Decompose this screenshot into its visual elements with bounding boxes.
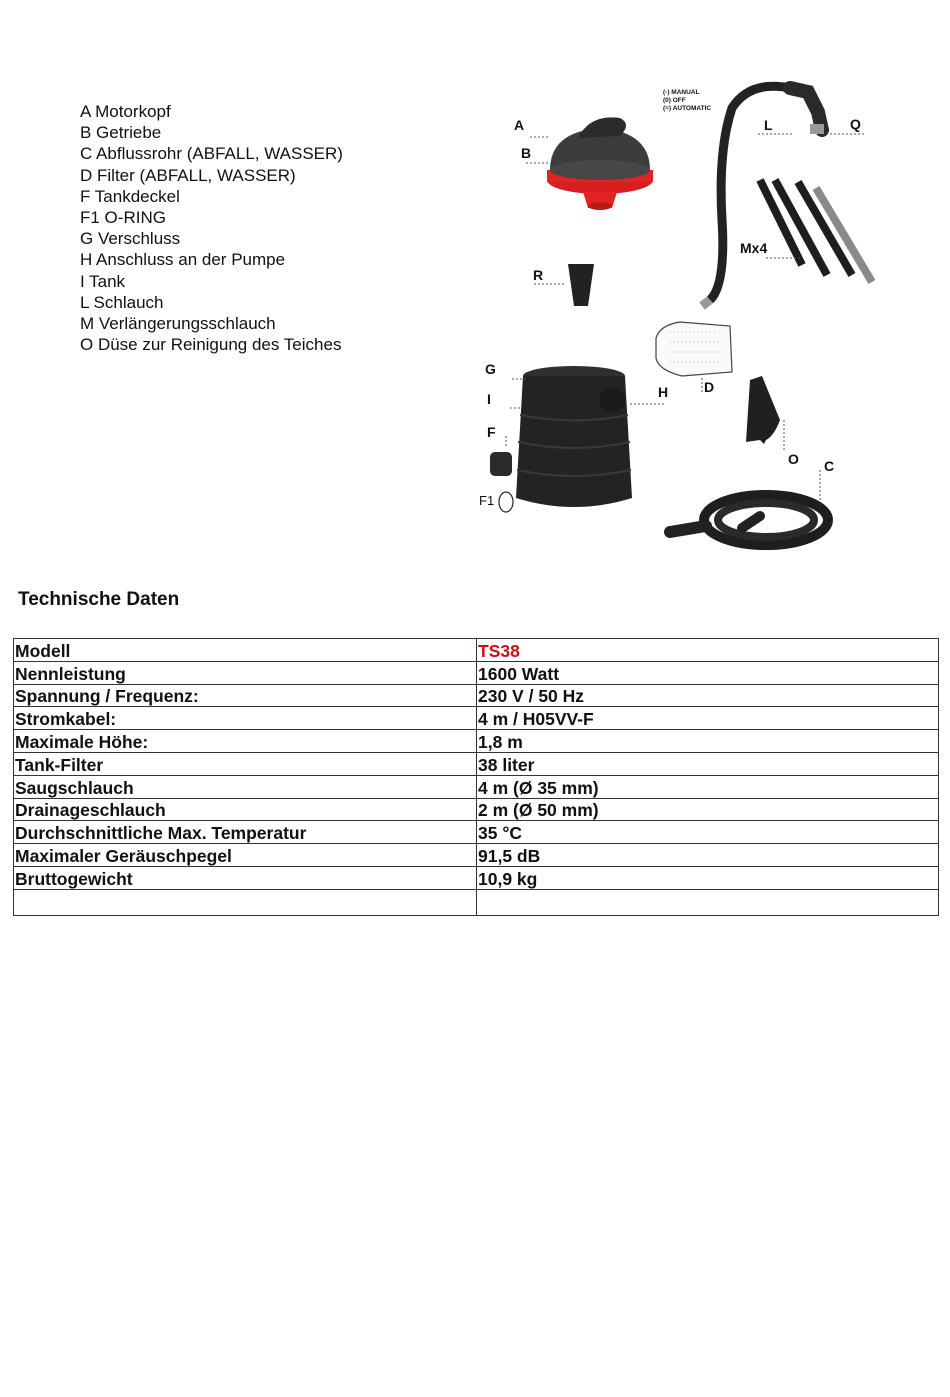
o-ring-illustration	[499, 492, 513, 512]
table-row-empty	[14, 889, 939, 915]
part-item-f: F Tankdeckel	[80, 186, 180, 206]
label-g: G	[485, 361, 496, 377]
label-f: F	[487, 424, 496, 440]
specs-table	[13, 638, 939, 916]
parts-list	[80, 101, 343, 355]
spec-value: 10,9 kg	[477, 866, 939, 889]
switch-label-off: (0) OFF	[663, 97, 686, 104]
extension-tubes-illustration	[760, 180, 872, 282]
spec-key: Bruttogewicht	[14, 866, 477, 889]
label-f1: F1	[479, 493, 495, 508]
exploded-parts-diagram	[470, 70, 890, 560]
switch-label-automatic: (=) AUTOMATIC	[663, 105, 712, 112]
spec-value: 38 liter	[477, 752, 939, 775]
switch-label-manual: (-) MANUAL	[663, 89, 700, 96]
nozzle-illustration	[746, 376, 780, 444]
table-row	[14, 866, 939, 889]
drain-hose-illustration	[670, 495, 828, 545]
table-row	[14, 821, 939, 844]
label-c: C	[824, 458, 835, 474]
empty-cell	[477, 889, 939, 915]
label-l: L	[764, 117, 773, 133]
filter-bag-illustration	[656, 322, 732, 376]
table-row	[14, 752, 939, 775]
table-row	[14, 775, 939, 798]
part-item-h: H Anschluss an der Pumpe	[80, 250, 286, 270]
part-item-g: G Verschluss	[80, 229, 181, 249]
part-item-o: O Düse zur Reinigung des Teiches	[80, 335, 342, 355]
table-row	[14, 639, 939, 662]
part-item-m: M Verlängerungsschlauch	[80, 314, 276, 334]
label-b: B	[521, 145, 532, 161]
filter-r-illustration	[568, 264, 594, 306]
label-r: R	[533, 267, 544, 283]
part-item-a: A Motorkopf	[80, 102, 171, 121]
empty-cell	[14, 889, 477, 915]
part-item-i: I Tank	[80, 271, 126, 291]
label-a: A	[514, 117, 525, 133]
spec-value: 4 m / H05VV-F	[477, 707, 939, 730]
spec-value: 2 m (Ø 50 mm)	[477, 798, 939, 821]
motor-head-illustration	[547, 117, 653, 210]
spec-key: Tank-Filter	[14, 752, 477, 775]
spec-value-model: TS38	[477, 639, 939, 662]
tank-illustration	[516, 366, 632, 507]
table-row	[14, 798, 939, 821]
table-row	[14, 730, 939, 753]
spec-value: 1,8 m	[477, 730, 939, 753]
label-q: Q	[850, 116, 861, 132]
spec-value: 1600 Watt	[477, 661, 939, 684]
spec-key: Modell	[14, 639, 477, 662]
spec-value: 91,5 dB	[477, 844, 939, 867]
table-row	[14, 707, 939, 730]
table-row	[14, 661, 939, 684]
label-m: Mx4	[740, 240, 768, 256]
spec-key: Saugschlauch	[14, 775, 477, 798]
tank-cap-illustration	[490, 452, 512, 476]
part-item-c: C Abflussrohr (ABFALL, WASSER)	[80, 144, 343, 164]
section-title: Technische Daten	[18, 589, 180, 610]
spec-key: Maximaler Geräuschpegel	[14, 844, 477, 867]
spec-value: 35 °C	[477, 821, 939, 844]
part-item-l: L Schlauch	[80, 292, 164, 312]
spec-key: Maximale Höhe:	[14, 730, 477, 753]
part-item-d: D Filter (ABFALL, WASSER)	[80, 165, 296, 185]
part-item-b: B Getriebe	[80, 123, 162, 143]
table-row	[14, 844, 939, 867]
spec-value: 4 m (Ø 35 mm)	[477, 775, 939, 798]
spec-key: Drainageschlauch	[14, 798, 477, 821]
label-h: H	[658, 384, 669, 400]
part-item-f1: F1 O-RING	[80, 208, 166, 228]
label-o: O	[788, 451, 799, 467]
spec-key: Spannung / Frequenz:	[14, 684, 477, 707]
spec-key: Durchschnittliche Max. Temperatur	[14, 821, 477, 844]
spec-key: Stromkabel:	[14, 707, 477, 730]
spec-value: 230 V / 50 Hz	[477, 684, 939, 707]
spec-key: Nennleistung	[14, 661, 477, 684]
table-row	[14, 684, 939, 707]
label-i: I	[487, 391, 491, 407]
label-d: D	[704, 379, 715, 395]
